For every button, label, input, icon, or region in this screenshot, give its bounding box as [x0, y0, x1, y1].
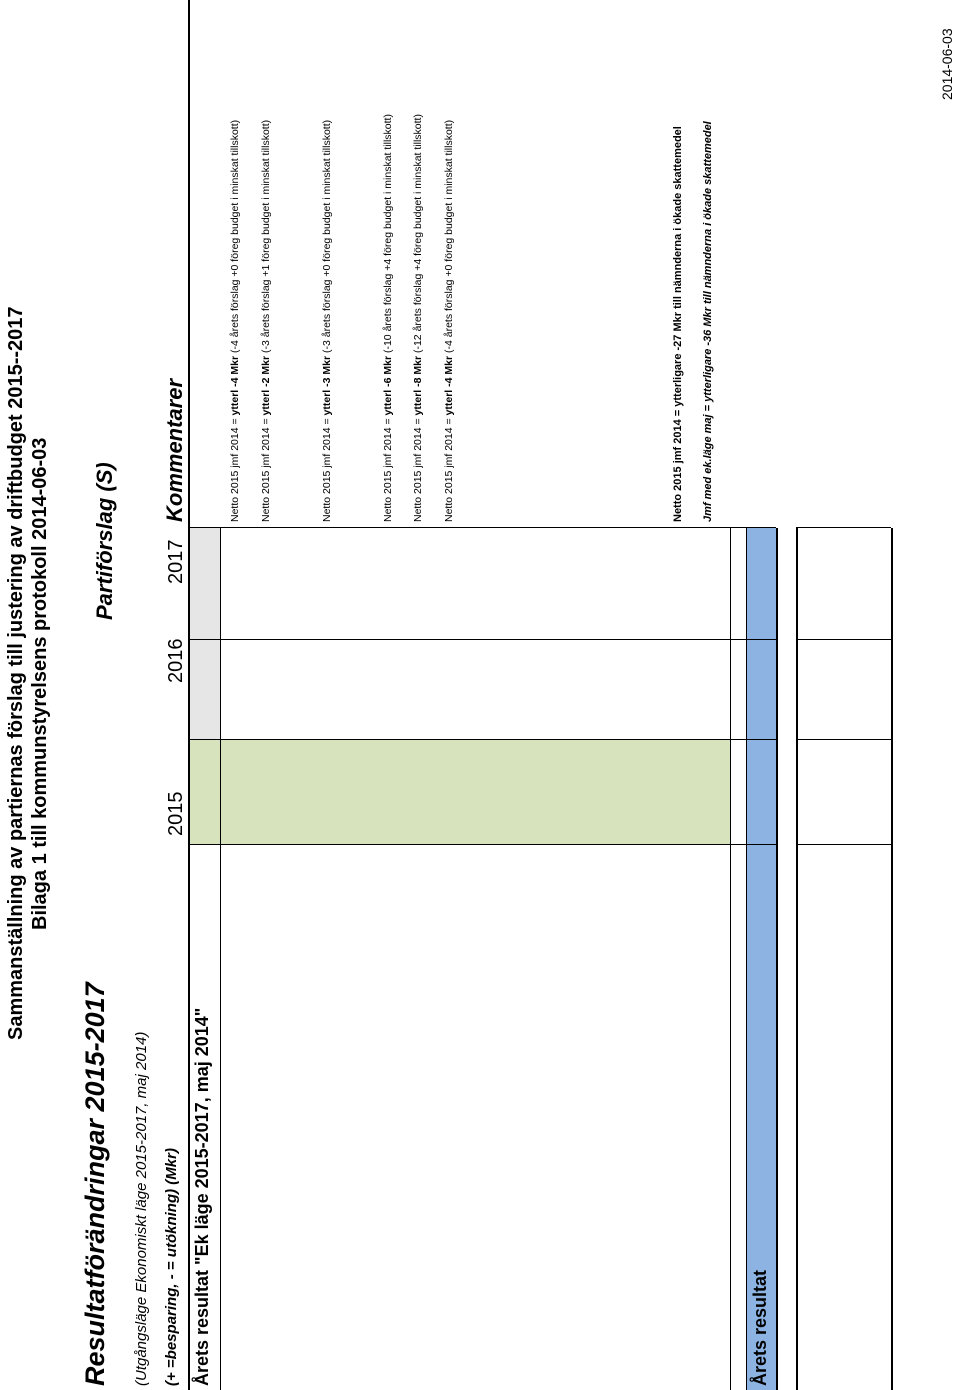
table-title: Resultatförändringar 2015-2017: [80, 982, 110, 1386]
col-rule-3: [188, 527, 776, 528]
rule-result-top: [746, 528, 747, 1390]
document-subtitle: Bilaga 1 till kommunstyrelsens protokoll 2014-06-03: [29, 437, 51, 930]
comment-amount: ytterl -4 Mkr: [229, 355, 241, 416]
comment-prefix: Netto 2015 jmf 2014 =: [412, 415, 424, 522]
comments-heading: Kommentarer: [162, 378, 187, 522]
rule-top: [188, 0, 190, 1390]
document-date: 2014-06-03: [939, 28, 955, 100]
year-2017-heading: 2017: [165, 539, 187, 584]
comment-amount: ytterl -6 Mkr: [381, 355, 394, 416]
document-title: Sammanställning av partiernas förslag till justering av driftbudget 2015--2017: [5, 306, 27, 1040]
rule-body-end: [730, 528, 731, 1390]
kf-col-rule-3: [796, 527, 891, 528]
party-heading: Partiförslag (S): [92, 462, 117, 620]
comment-prefix: Netto 2015 jmf 2014 =: [320, 415, 333, 522]
table-subtitle: (Utgångsläge Ekonomiskt läge 2015-2017, maj 2014): [133, 1031, 150, 1386]
rule-result-bottom: [776, 528, 778, 1390]
col-rule-1: [188, 739, 776, 740]
kf-col-rule-2: [796, 639, 891, 640]
row-comment: [322, 120, 333, 522]
col-rule-2: [188, 639, 776, 640]
row-comment: [230, 120, 241, 522]
row-comment: [261, 120, 272, 522]
green-fill-2015: [190, 740, 730, 845]
rule-kf-top: [796, 528, 798, 1390]
row-comment: [413, 114, 424, 522]
rule-kf-bottom: [891, 528, 893, 1390]
comment-prefix: Netto 2015 jmf 2014 =: [229, 415, 241, 522]
blue-fill-result: [746, 528, 776, 1390]
comment-amount: ytterl -2 Mkr: [259, 355, 272, 416]
comment-prefix: Netto 2015 jmf 2014 =: [259, 415, 272, 522]
comment-detail: (-4 årets förslag +0 föreg budget i minskat tillskott): [229, 119, 241, 356]
comment-detail: (-12 årets förslag +4 föreg budget i minskat tillskott): [412, 114, 424, 356]
comment-detail: (-3 årets förslag +1 föreg budget i minskat tillskott): [259, 119, 272, 356]
comment-amount: ytterl -4 Mkr: [442, 355, 455, 416]
rule-start: [220, 528, 221, 1390]
comment-amount: ytterl -8 Mkr: [412, 355, 424, 416]
kf-col-rule-1: [796, 739, 891, 740]
comment-detail: (-10 årets förslag +4 föreg budget i minskat tillskott): [381, 114, 394, 356]
year-2016-heading: 2016: [165, 638, 187, 683]
kf-col-rule-0: [796, 844, 891, 845]
grey-fill-start: [190, 528, 220, 740]
comment-prefix: Netto 2015 jmf 2014 =: [442, 415, 455, 522]
year-2015-heading: 2015: [165, 791, 187, 836]
comment-prefix: Netto 2015 jmf 2014 =: [381, 415, 394, 522]
result-start-label: Årets resultat "Ek läge 2015-2017, maj 2014": [192, 1007, 212, 1386]
comment-amount: ytterl -3 Mkr: [320, 355, 333, 416]
note-compare-ek-lage: Jmf med ek.läge maj = ytterligare -36 Mkr till nämnderna i ökade skattemedel: [702, 121, 714, 522]
comment-detail: (-3 årets förslag +0 föreg budget i minskat tillskott): [320, 119, 333, 356]
note-total-netto: Netto 2015 jmf 2014 = ytterligare -27 Mkr till nämnderna i ökade skattemedel: [672, 126, 684, 522]
result-end-label: Årets resultat: [750, 1269, 770, 1386]
col-rule-0: [188, 844, 776, 845]
comment-detail: (-4 årets förslag +0 föreg budget i minskat tillskott): [442, 119, 455, 356]
table-legend: (+ =besparing, - = utökning) (Mkr): [163, 1148, 180, 1386]
row-comment: [444, 120, 455, 522]
row-comment: [383, 114, 394, 522]
